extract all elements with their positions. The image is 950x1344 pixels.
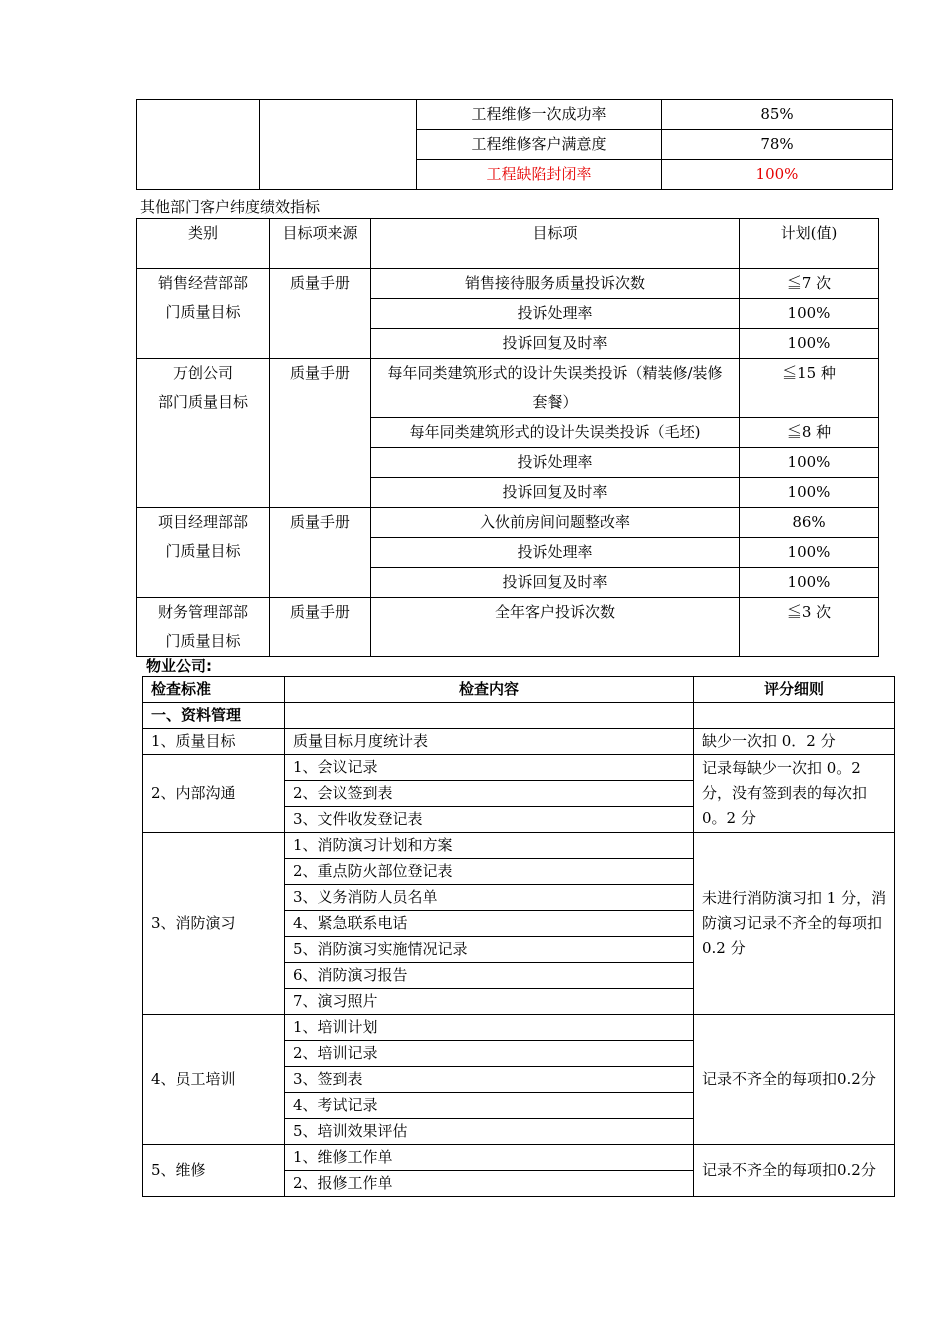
scoring-cell: 未进行消防演习扣 1 分，消防演习记录不齐全的每项扣 0.2 分 — [694, 833, 895, 1015]
standard-cell: 4、员工培训 — [143, 1015, 285, 1145]
content-cell: 2、培训记录 — [285, 1041, 694, 1067]
section-heading: 一、资料管理 — [143, 703, 285, 729]
category-cell: 项目经理部部门质量目标 — [137, 508, 270, 598]
standard-cell: 1、质量目标 — [143, 729, 285, 755]
content-cell: 4、紧急联系电话 — [285, 911, 694, 937]
source-cell: 质量手册 — [270, 359, 371, 508]
value-cell: 78% — [662, 130, 893, 160]
item-cell: 投诉回复及时率 — [371, 568, 740, 598]
header-item: 目标项 — [371, 219, 740, 269]
content-cell: 1、维修工作单 — [285, 1145, 694, 1171]
plan-cell: ≦3 次 — [740, 598, 879, 657]
plan-cell: 100% — [740, 329, 879, 359]
empty-cell — [260, 100, 417, 190]
source-cell: 质量手册 — [270, 508, 371, 598]
value-cell: 100% — [662, 160, 893, 190]
section-caption: 其他部门客户纬度绩效指标 — [140, 198, 321, 216]
section-caption: 物业公司: — [146, 657, 212, 675]
plan-cell: 86% — [740, 508, 879, 538]
header-source: 目标项来源 — [270, 219, 371, 269]
plan-cell: ≦7 次 — [740, 269, 879, 299]
content-cell: 3、义务消防人员名单 — [285, 885, 694, 911]
content-cell: 3、签到表 — [285, 1067, 694, 1093]
standard-cell: 2、内部沟通 — [143, 755, 285, 833]
plan-cell: 100% — [740, 448, 879, 478]
content-cell: 2、会议签到表 — [285, 781, 694, 807]
plan-cell: ≦8 种 — [740, 418, 879, 448]
item-cell: 投诉处理率 — [371, 299, 740, 329]
item-cell: 全年客户投诉次数 — [371, 598, 740, 657]
top-table — [136, 99, 893, 190]
plan-cell: 100% — [740, 568, 879, 598]
content-cell: 1、培训计划 — [285, 1015, 694, 1041]
content-cell: 2、重点防火部位登记表 — [285, 859, 694, 885]
empty-cell — [694, 703, 895, 729]
empty-cell — [137, 100, 260, 190]
content-cell: 1、消防演习计划和方案 — [285, 833, 694, 859]
item-cell: 投诉处理率 — [371, 448, 740, 478]
scoring-cell: 缺少一次扣 0．2 分 — [694, 729, 895, 755]
item-cell: 入伙前房间问题整改率 — [371, 508, 740, 538]
content-cell: 2、报修工作单 — [285, 1171, 694, 1197]
header-scoring: 评分细则 — [694, 677, 895, 703]
header-standard: 检查标准 — [143, 677, 285, 703]
content-cell: 4、考试记录 — [285, 1093, 694, 1119]
inspection-table — [142, 676, 895, 1197]
category-cell: 财务管理部部门质量目标 — [137, 598, 270, 657]
header-plan: 计划(值) — [740, 219, 879, 269]
scoring-cell: 记录不齐全的每项扣0.2分 — [694, 1015, 895, 1145]
item-cell: 投诉处理率 — [371, 538, 740, 568]
plan-cell: 100% — [740, 299, 879, 329]
category-line-1: 万创公司 — [172, 364, 233, 382]
content-cell: 5、培训效果评估 — [285, 1119, 694, 1145]
scoring-cell: 记录不齐全的每项扣0.2分 — [694, 1145, 895, 1197]
item-cell: 每年同类建筑形式的设计失误类投诉（毛坯) — [371, 418, 740, 448]
category-line-2: 部门质量目标 — [157, 393, 248, 411]
empty-cell — [285, 703, 694, 729]
content-cell: 质量目标月度统计表 — [285, 729, 694, 755]
content-cell: 6、消防演习报告 — [285, 963, 694, 989]
item-cell: 销售接待服务质量投诉次数 — [371, 269, 740, 299]
item-cell: 投诉回复及时率 — [371, 329, 740, 359]
content-cell: 1、会议记录 — [285, 755, 694, 781]
department-goals-table — [136, 218, 879, 657]
content-cell: 3、文件收发登记表 — [285, 807, 694, 833]
item-cell: 投诉回复及时率 — [371, 478, 740, 508]
category-cell: 销售经营部部门质量目标 — [137, 269, 270, 359]
plan-cell: ≦15 种 — [740, 359, 879, 418]
item-cell: 每年同类建筑形式的设计失误类投诉（精装修/装修套餐） — [371, 359, 740, 418]
source-cell: 质量手册 — [270, 598, 371, 657]
standard-cell: 3、消防演习 — [143, 833, 285, 1015]
item-cell: 工程维修一次成功率 — [417, 100, 662, 130]
content-cell: 7、演习照片 — [285, 989, 694, 1015]
scoring-cell: 记录每缺少一次扣 0。2 分，没有签到表的每次扣 0。2 分 — [694, 755, 895, 833]
item-cell: 工程缺陷封闭率 — [417, 160, 662, 190]
header-category: 类别 — [137, 219, 270, 269]
value-cell: 85% — [662, 100, 893, 130]
header-content: 检查内容 — [285, 677, 694, 703]
content-cell: 5、消防演习实施情况记录 — [285, 937, 694, 963]
plan-cell: 100% — [740, 538, 879, 568]
standard-cell: 5、维修 — [143, 1145, 285, 1197]
plan-cell: 100% — [740, 478, 879, 508]
item-cell: 工程维修客户满意度 — [417, 130, 662, 160]
category-cell — [137, 359, 270, 508]
source-cell: 质量手册 — [270, 269, 371, 359]
